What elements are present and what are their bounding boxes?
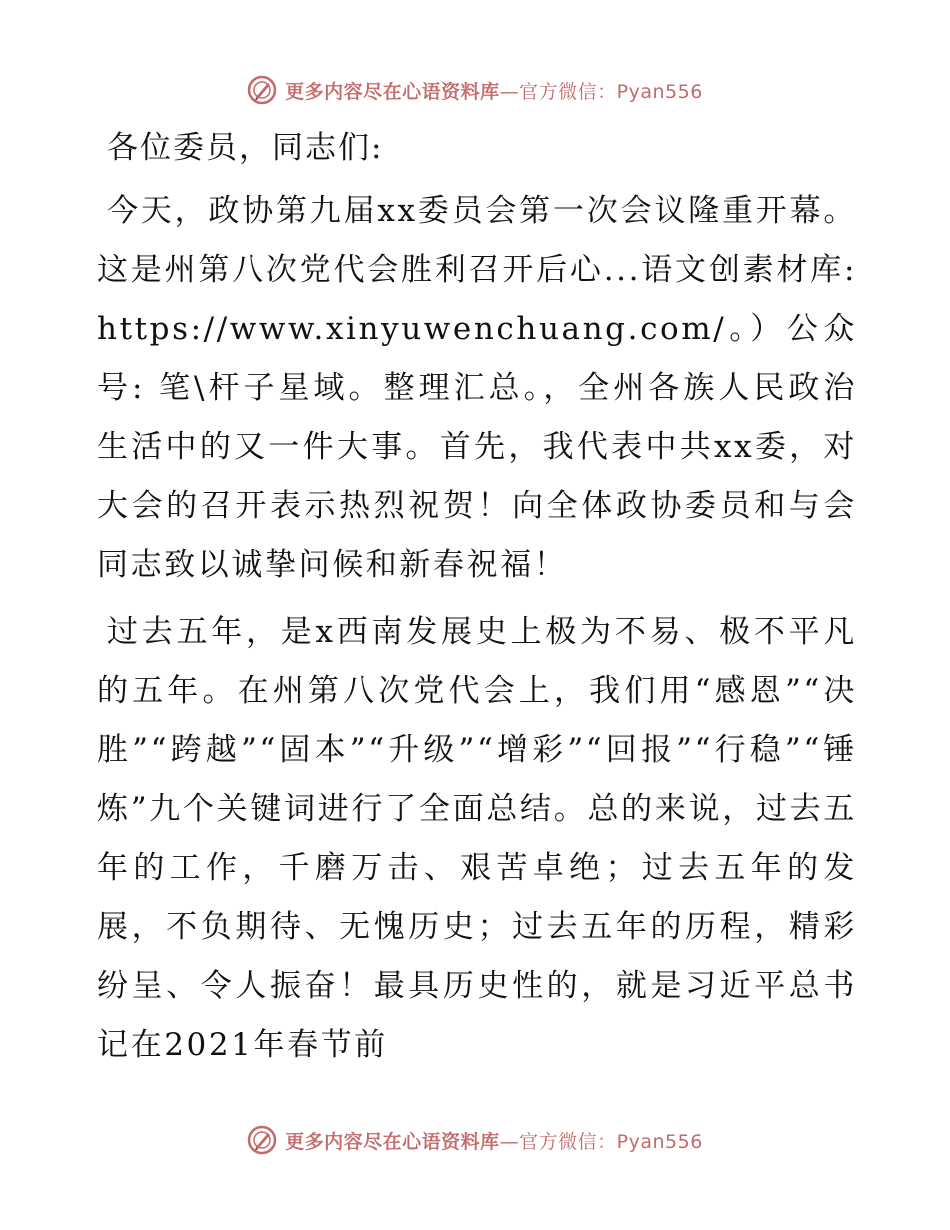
header-banner-separator: —	[499, 80, 520, 103]
greeting: 各位委员，同志们:	[107, 130, 384, 166]
document-body	[97, 124, 857, 1083]
header-banner-main: 更多内容尽在心语资料库	[285, 80, 500, 103]
pen-logo-icon	[247, 75, 277, 105]
footer-banner	[0, 1120, 950, 1160]
footer-banner-wechat: 官方微信：Pyan556	[519, 1130, 703, 1153]
footer-banner-main: 更多内容尽在心语资料库	[285, 1130, 500, 1153]
paragraph-1: 今天，政协第九届xx委员会第一次会议隆重开幕。这是州第八次党代会胜利召开后心...语文创素材库: https://www.xinyuwenchuang.com/。）公众号: 笔\杆子星域。整理汇总。，全州各族人民政治生活中的又一件大事。首先，我代表中共xx委，对大会的召开表示热烈祝贺！向全体政协委员和与会同志致以诚挚问候和新春祝福！	[97, 193, 857, 583]
footer-banner-text	[285, 1127, 703, 1154]
header-banner	[0, 70, 950, 110]
pen-logo-icon	[247, 1125, 277, 1155]
header-banner-text	[285, 77, 703, 104]
paragraph-2: 过去五年，是x西南发展史上极为不易、极不平凡的五年。在州第八次党代会上，我们用“感恩”“决胜”“跨越”“固本”“升级”“增彩”“回报”“行稳”“锤炼”九个关键词进行了全面总结。总的来说，过去五年的工作，千磨万击、艰苦卓绝；过去五年的发展，不负期待、无愧历史；过去五年的历程，精彩纷呈、令人振奋！最具历史性的，就是习近平总书记在2021年春节前	[97, 614, 857, 1063]
header-banner-wechat: 官方微信：Pyan556	[519, 80, 703, 103]
footer-banner-separator: —	[499, 1130, 520, 1153]
